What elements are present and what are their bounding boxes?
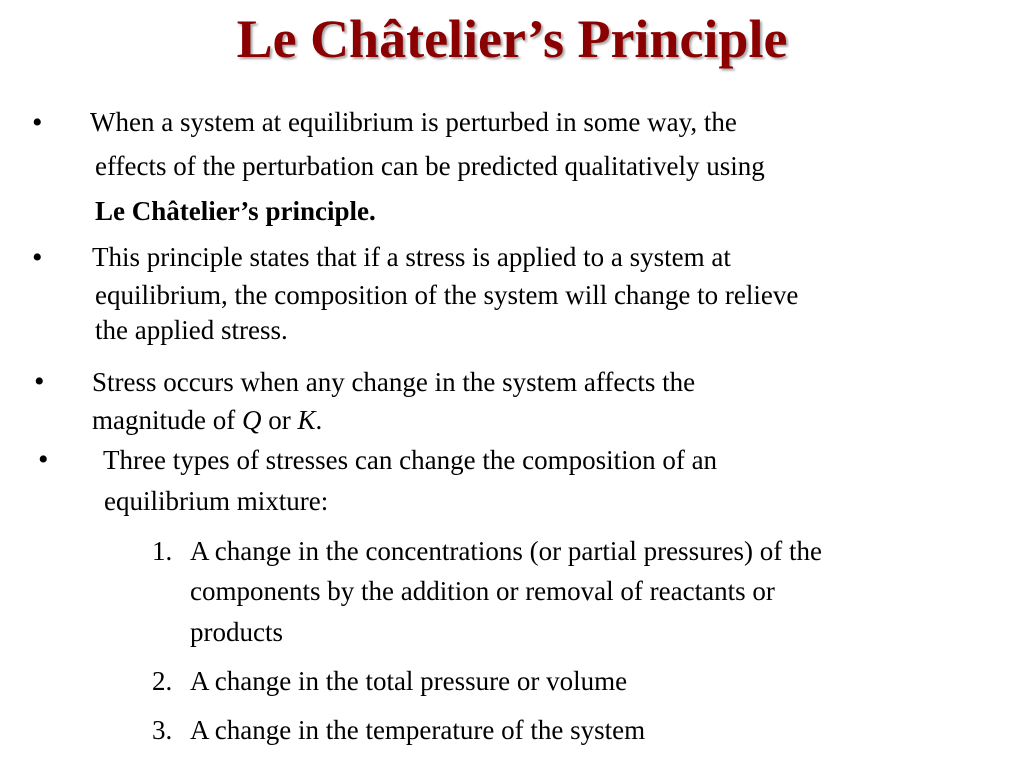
numbered-item-2-line-1: A change in the total pressure or volume bbox=[190, 666, 628, 696]
bullet-4-dot: • bbox=[38, 443, 49, 476]
bullet-2-line-2: equilibrium, the composition of the system will change to relieve bbox=[95, 280, 799, 310]
variable-q: Q bbox=[241, 405, 262, 435]
numbered-item-3-number: 3. bbox=[152, 715, 173, 745]
bullet-1-line-1: When a system at equilibrium is perturbed in some way, the bbox=[90, 107, 737, 137]
numbered-item-1-line-2: components by the addition or removal of reactants or bbox=[190, 576, 775, 606]
bullet-2-line-3: the applied stress. bbox=[95, 315, 288, 345]
numbered-item-1-line-1: A change in the concentrations (or partial pressures) of the bbox=[190, 536, 823, 566]
bullet-2-line-1: This principle states that if a stress is applied to a system at bbox=[92, 242, 731, 272]
numbered-item-2-number: 2. bbox=[152, 666, 173, 696]
bullet-3-dot: • bbox=[34, 365, 45, 398]
bullet-3-line-2 bbox=[92, 405, 322, 436]
bullet-1-emphasis: Le Châtelier’s principle. bbox=[95, 196, 376, 226]
numbered-item-1-number: 1. bbox=[152, 536, 173, 566]
bullet-4-line-1: Three types of stresses can change the composition of an bbox=[103, 445, 718, 475]
slide-title: Le Châtelier’s Principle bbox=[236, 9, 788, 69]
bullet-3-line-1: Stress occurs when any change in the system affects the bbox=[92, 367, 696, 397]
bullet-4-line-2: equilibrium mixture: bbox=[104, 486, 329, 516]
variable-k: K bbox=[297, 405, 316, 435]
bullet-3-conjunction: or bbox=[261, 405, 298, 435]
bullet-1-line-2: effects of the perturbation can be predicted qualitatively using bbox=[95, 151, 765, 181]
numbered-item-3-line-1: A change in the temperature of the system bbox=[190, 715, 646, 745]
bullet-2-dot: • bbox=[32, 241, 43, 274]
bullet-1-dot: • bbox=[32, 106, 43, 139]
numbered-item-1-line-3: products bbox=[190, 617, 283, 647]
bullet-3-prefix: magnitude of bbox=[92, 405, 242, 435]
bullet-3-period: . bbox=[315, 405, 323, 435]
